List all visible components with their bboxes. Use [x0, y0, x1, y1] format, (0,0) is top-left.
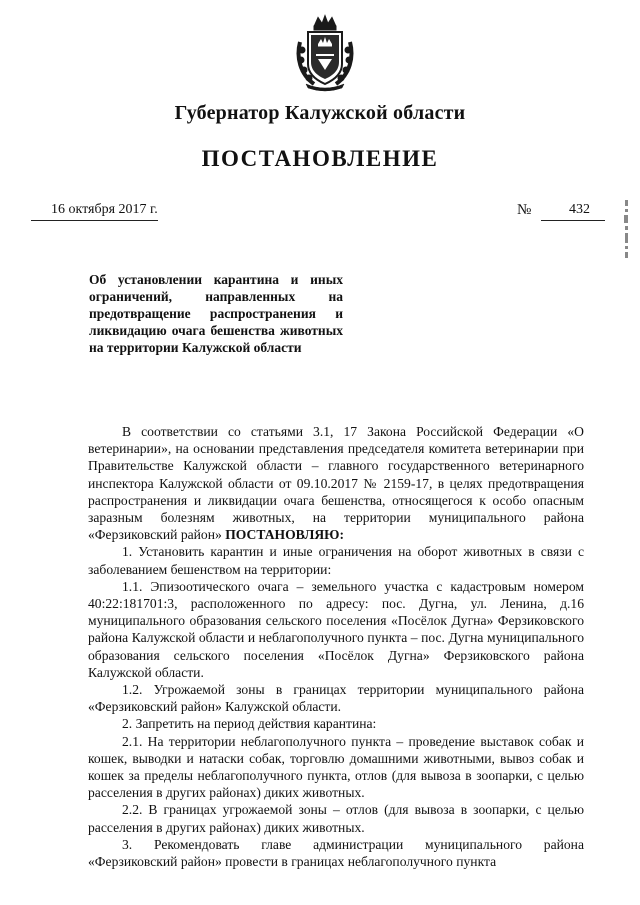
- coat-of-arms-emblem: [294, 12, 356, 92]
- intro-text: В соответствии со статьями 3.1, 17 Закона Российской Федерации «О ветеринарии», на основании представления председателя комитета ветеринарии при Правительстве Калужской области – главного государственного ветеринарного инспектора Калужской области от 09.10.2017 № 2159-17, в целях предотвращения распространения и ликвидации очага бешенства, относящегося к особо опасным заразным болезням животных, на территории муниципального района «Ферзиковский район»: [88, 424, 584, 543]
- number-sign: №: [517, 202, 532, 218]
- intro-paragraph: [88, 423, 584, 543]
- date-underline: [31, 220, 158, 221]
- paragraph-2-1: 2.1. На территории неблагополучного пункта – проведение выставок собак и кошек, выводки и натаски собак, торговлю домашними животными, вывоз собак и кошек за пределы неблагополучного пункта, отлов (для вывоза в зоопарки, с целью расселения в других районах) диких животных.: [88, 733, 584, 801]
- paragraph-3: 3. Рекомендовать главе администрации муниципального района «Ферзиковский район» провести в границах неблагополучного пункта: [88, 836, 584, 870]
- document-number-value: 432: [569, 202, 590, 217]
- paragraph-1-2: 1.2. Угрожаемой зоны в границах территории муниципального района «Ферзиковский район» Калужской области.: [88, 682, 584, 715]
- paragraph-1-1: 1.1. Эпизоотического очага – земельного участка с кадастровым номером 40:22:181701:3, расположенного по адресу: пос. Дугна, ул. Ленина, д.16 муниципального образования сельского поселения «Посёлок Дугна» Ферзиковского района Калужской области и неблагополучного пункта – пос. Дугна муниципального образования сельского поселения «Посёлок Дугна» Ферзиковского района Калужской области.: [88, 578, 584, 680]
- registration-stamp: [622, 200, 632, 258]
- issuing-authority: Губернатор Калужской области: [174, 102, 466, 124]
- paragraph-2-2: 2.2. В границах угрожаемой зоны – отлов (для вывоза в зоопарки, с целью расселения в других районах) диких животных.: [88, 802, 584, 835]
- number-underline: [541, 220, 605, 221]
- document-date-text: 16 октября 2017 г.: [51, 202, 158, 217]
- paragraph-2: 2. Запретить на период действия карантина:: [122, 716, 377, 732]
- paragraph-1: 1. Установить карантин и иные ограничения на оборот животных в связи с заболеванием бешенством на территории:: [88, 544, 584, 577]
- document-subject: Об установлении карантина и иных ограничений, направленных на предотвращение распространения и ликвидацию очага бешенства животных на территории Калужской области: [89, 272, 343, 355]
- document-type-title: ПОСТАНОВЛЕНИЕ: [201, 146, 439, 171]
- document-number: [517, 202, 590, 219]
- document-body: [88, 423, 584, 870]
- document-date: [51, 202, 160, 218]
- decree-word: ПОСТАНОВЛЯЮ:: [225, 527, 345, 543]
